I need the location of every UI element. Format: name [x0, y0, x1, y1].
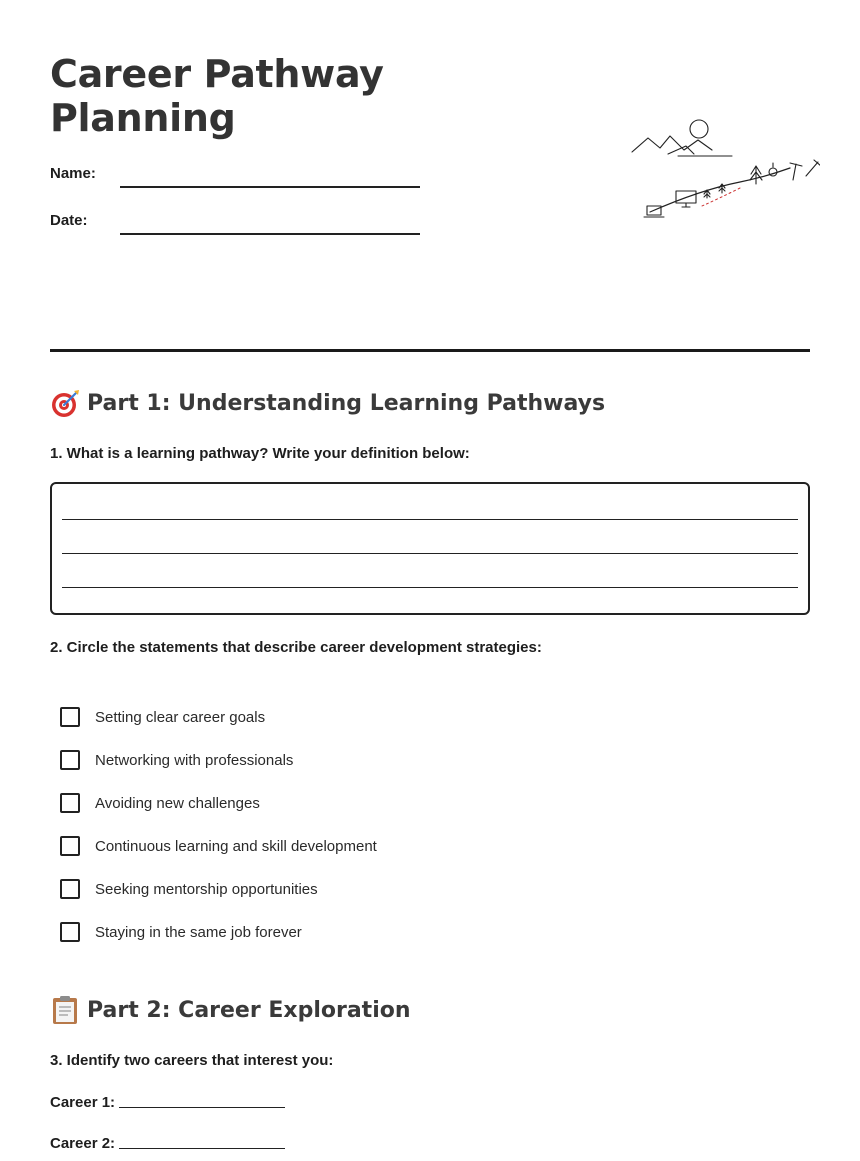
career-1-row — [50, 1094, 285, 1111]
career-2-label: Career 2: — [50, 1135, 116, 1152]
career-path-drawing-icon — [590, 110, 820, 230]
option-item[interactable] — [60, 791, 260, 815]
answer-line[interactable] — [62, 587, 798, 588]
option-checkbox[interactable] — [60, 879, 80, 899]
part1-heading-text: Part 1: Understanding Learning Pathways — [87, 390, 606, 416]
option-label: Networking with professionals — [95, 751, 294, 769]
option-item[interactable] — [60, 877, 318, 901]
page-title — [50, 52, 490, 140]
answer-line[interactable] — [62, 553, 798, 554]
option-label: Setting clear career goals — [95, 708, 266, 726]
section-divider — [50, 349, 810, 352]
option-item[interactable] — [60, 920, 302, 944]
worksheet-page — [50, 0, 810, 1161]
question-1: 1. What is a learning pathway? Write your definition below: — [50, 445, 470, 462]
option-checkbox[interactable] — [60, 836, 80, 856]
target-icon — [50, 388, 80, 418]
definition-answer-box[interactable] — [50, 482, 810, 615]
name-field[interactable] — [120, 186, 420, 188]
option-item[interactable] — [60, 748, 293, 772]
option-checkbox[interactable] — [60, 922, 80, 942]
option-label: Avoiding new challenges — [95, 794, 260, 812]
question-3: 3. Identify two careers that interest you: — [50, 1052, 334, 1069]
part2-heading-text: Part 2: Career Exploration — [87, 997, 411, 1023]
option-checkbox[interactable] — [60, 707, 80, 727]
option-label: Seeking mentorship opportunities — [95, 880, 318, 898]
name-label: Name: — [50, 165, 96, 182]
career-2-row — [50, 1135, 285, 1152]
option-item[interactable] — [60, 705, 265, 729]
option-label: Continuous learning and skill development — [95, 837, 377, 855]
title-line-2: Planning — [50, 96, 236, 140]
option-checkbox[interactable] — [60, 750, 80, 770]
title-line-1: Career Pathway — [50, 52, 384, 96]
career-2-field[interactable] — [119, 1148, 285, 1149]
option-checkbox[interactable] — [60, 793, 80, 813]
option-label: Staying in the same job forever — [95, 923, 302, 941]
date-field[interactable] — [120, 233, 420, 235]
part2-heading — [50, 995, 411, 1025]
option-item[interactable] — [60, 834, 377, 858]
date-label: Date: — [50, 212, 88, 229]
question-2: 2. Circle the statements that describe career development strategies: — [50, 639, 542, 656]
part1-heading — [50, 388, 605, 418]
career-1-field[interactable] — [119, 1107, 285, 1108]
clipboard-icon — [50, 995, 80, 1025]
answer-line[interactable] — [62, 519, 798, 520]
career-1-label: Career 1: — [50, 1094, 116, 1111]
